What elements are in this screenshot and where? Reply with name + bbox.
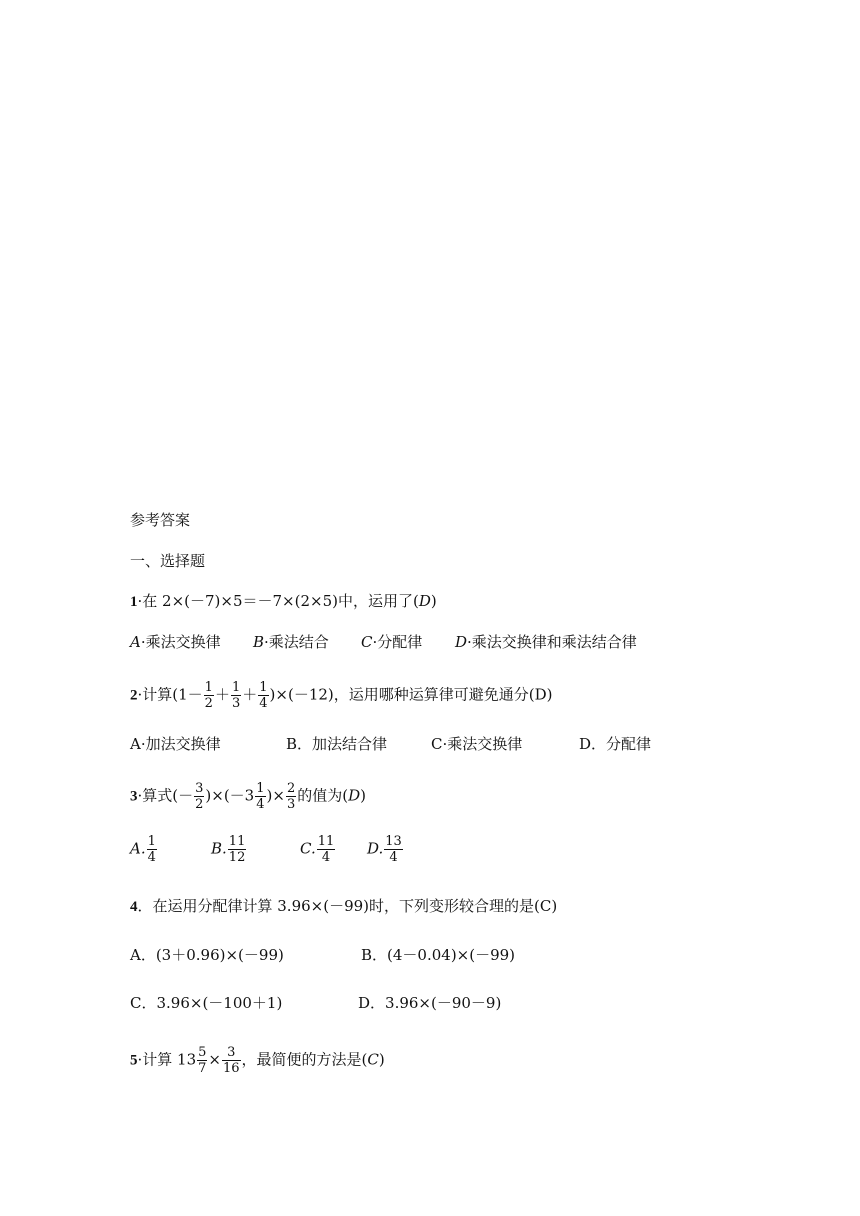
fraction: $\frac{1}{2}$ [204,680,213,711]
fraction: $\frac{1}{4}$ [259,680,268,711]
question-number: 2 [130,687,138,704]
question-4 [130,896,557,917]
fraction: $\frac{3}{16}$ [222,1045,240,1076]
option-d: D．分配律 [579,735,652,753]
question-number: 5 [130,1052,138,1069]
fraction: $\frac{1}{3}$ [231,680,241,711]
answer-letter: D [348,786,361,805]
option-a: A. $\frac{1}{4}$ [130,834,156,865]
option-b: B．(4－0.04)×(－99) [361,946,516,964]
answer-letter: D [418,592,431,610]
option-d: D．3.96×(－90－9) [358,994,502,1012]
option-d: D. $\frac{13}{4}$ [367,834,402,865]
question-2: 2·计算(1－ $\frac{1}{2}$ ＋ $\frac{1}{3}$ ＋ $\frac{1}{4}$ )×(－12)，运用哪种运算律可避免通分(D) [130,680,553,711]
option-a: A．(3＋0.96)×(－99) [130,946,284,964]
answer-heading: 参考答案 [130,511,191,529]
section-title: 一、选择题 [130,552,206,570]
question-text: ·在 2×(－7)×5＝－7×(2×5)中，运用了( [137,592,419,610]
option-c: C·分配律 [361,633,423,651]
question-number: 4 [130,899,138,915]
question-3: 3·算式(－ $\frac{3}{2}$ )×(－3 $\frac{1}{4}$ )× $\frac{2}{3}$ 的值为(D) [130,781,366,812]
question-number: 3 [130,788,138,805]
answer-letter: C [367,1050,379,1069]
fraction: $\frac{2}{3}$ [286,781,296,812]
option-a: A·乘法交换律 [130,633,221,651]
option-d: D·乘法交换律和乘法结合律 [455,633,637,651]
option-a: A·加法交换律 [130,735,221,753]
question-number: 1 [130,594,138,610]
question-1 [130,591,437,612]
option-b: B·乘法结合 [253,633,329,651]
fraction: $\frac{3}{2}$ [195,781,204,812]
question-5: 5·计算 13 $\frac{5}{7}$ × $\frac{3}{16}$ ，最简便的方法是(C) [130,1045,385,1076]
option-c: C．3.96×(－100＋1) [130,994,283,1012]
question-text: ．在运用分配律计算 3.96×(－99)时，下列变形较合理的是(C) [137,897,558,915]
option-b: B．加法结合律 [286,735,388,753]
option-b: B. $\frac{11}{12}$ [211,834,246,865]
option-c: C. $\frac{11}{4}$ [300,834,335,865]
fraction: $\frac{1}{4}$ [256,781,265,812]
paren-close: ) [430,592,437,610]
option-c: C·乘法交换律 [431,735,523,753]
fraction: $\frac{5}{7}$ [198,1045,207,1076]
